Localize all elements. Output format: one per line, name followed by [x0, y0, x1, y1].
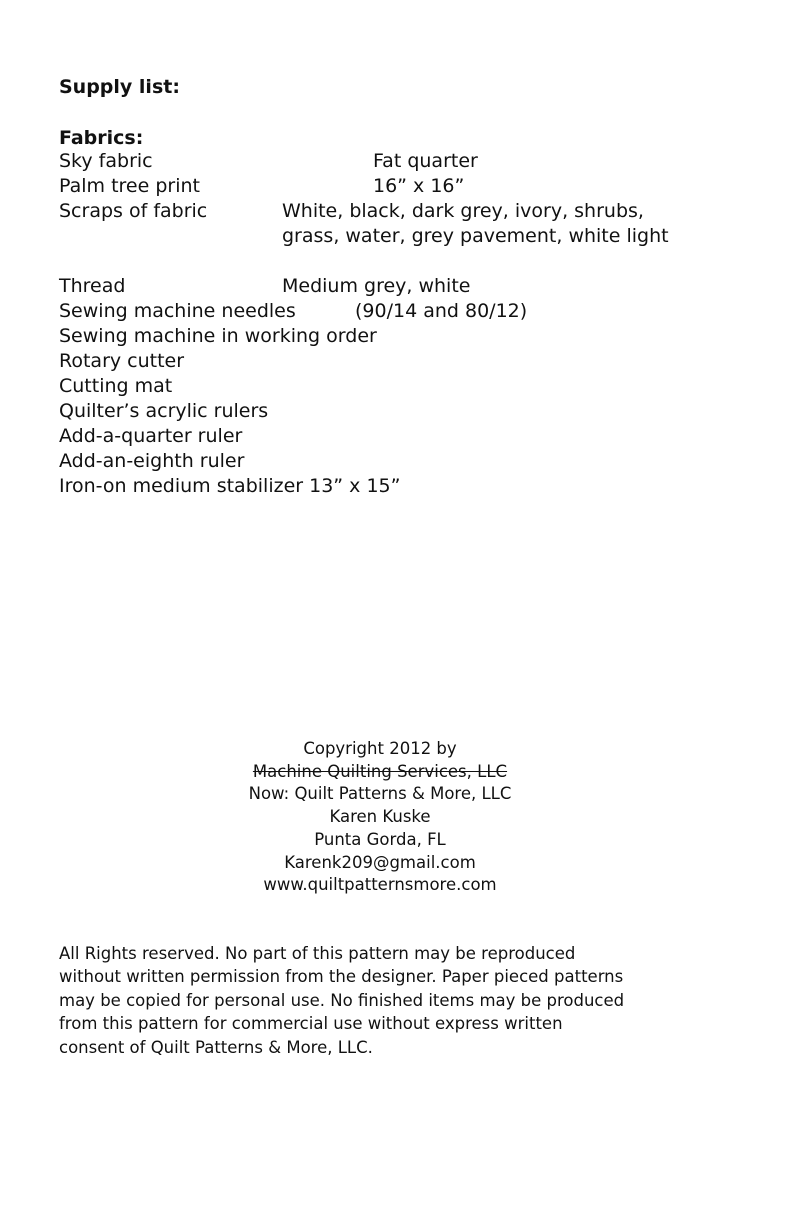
list-item: Add-an-eighth ruler: [59, 450, 245, 472]
list-item: Quilter’s acrylic rulers: [59, 400, 269, 422]
rights-line: consent of Quilt Patterns & More, LLC.: [59, 1037, 373, 1057]
fabric-name-scraps: Scraps of fabric: [59, 200, 208, 222]
website-url: www.quiltpatternsmore.com: [263, 875, 497, 895]
author-email: Karenk209@gmail.com: [284, 852, 476, 872]
fabrics-heading: Fabrics:: [59, 127, 144, 149]
author-name: Karen Kuske: [329, 807, 431, 827]
rights-line: without written permission from the designer. Paper pieced patterns: [59, 967, 624, 987]
needles-value: (90/14 and 80/12): [355, 300, 528, 322]
fabric-value-scraps-line1: White, black, dark grey, ivory, shrubs,: [282, 200, 644, 222]
copyright-line: Copyright 2012 by: [303, 739, 457, 758]
thread-name: Thread: [59, 275, 126, 297]
list-item: Iron-on medium stabilizer 13” x 15”: [59, 475, 401, 497]
list-item: Sewing machine in working order: [59, 325, 377, 347]
fabric-value-sky: Fat quarter: [373, 150, 478, 172]
rights-line: may be copied for personal use. No finished items may be produced: [59, 990, 625, 1010]
copyright-block: [180, 738, 580, 897]
fabric-value-palm: 16” x 16”: [373, 175, 465, 197]
fabric-value-scraps-line2: grass, water, grey pavement, white light: [282, 225, 669, 247]
needles-name: Sewing machine needles: [59, 300, 296, 322]
list-item: Add-a-quarter ruler: [59, 425, 243, 447]
author-location: Punta Gorda, FL: [314, 829, 446, 849]
supply-list-title: Supply list:: [59, 76, 180, 98]
current-company-name: Now: Quilt Patterns & More, LLC: [248, 784, 512, 804]
rights-notice: [59, 942, 759, 1059]
rights-line: from this pattern for commercial use without express written: [59, 1014, 563, 1034]
fabric-name-sky: Sky fabric: [59, 150, 153, 172]
former-company-name: Machine Quilting Services, LLC: [252, 761, 508, 781]
rights-line: All Rights reserved. No part of this pattern may be reproduced: [59, 944, 576, 963]
thread-value: Medium grey, white: [282, 275, 471, 297]
list-item: Rotary cutter: [59, 350, 185, 372]
fabric-name-palm: Palm tree print: [59, 175, 200, 197]
list-item: Cutting mat: [59, 375, 173, 397]
